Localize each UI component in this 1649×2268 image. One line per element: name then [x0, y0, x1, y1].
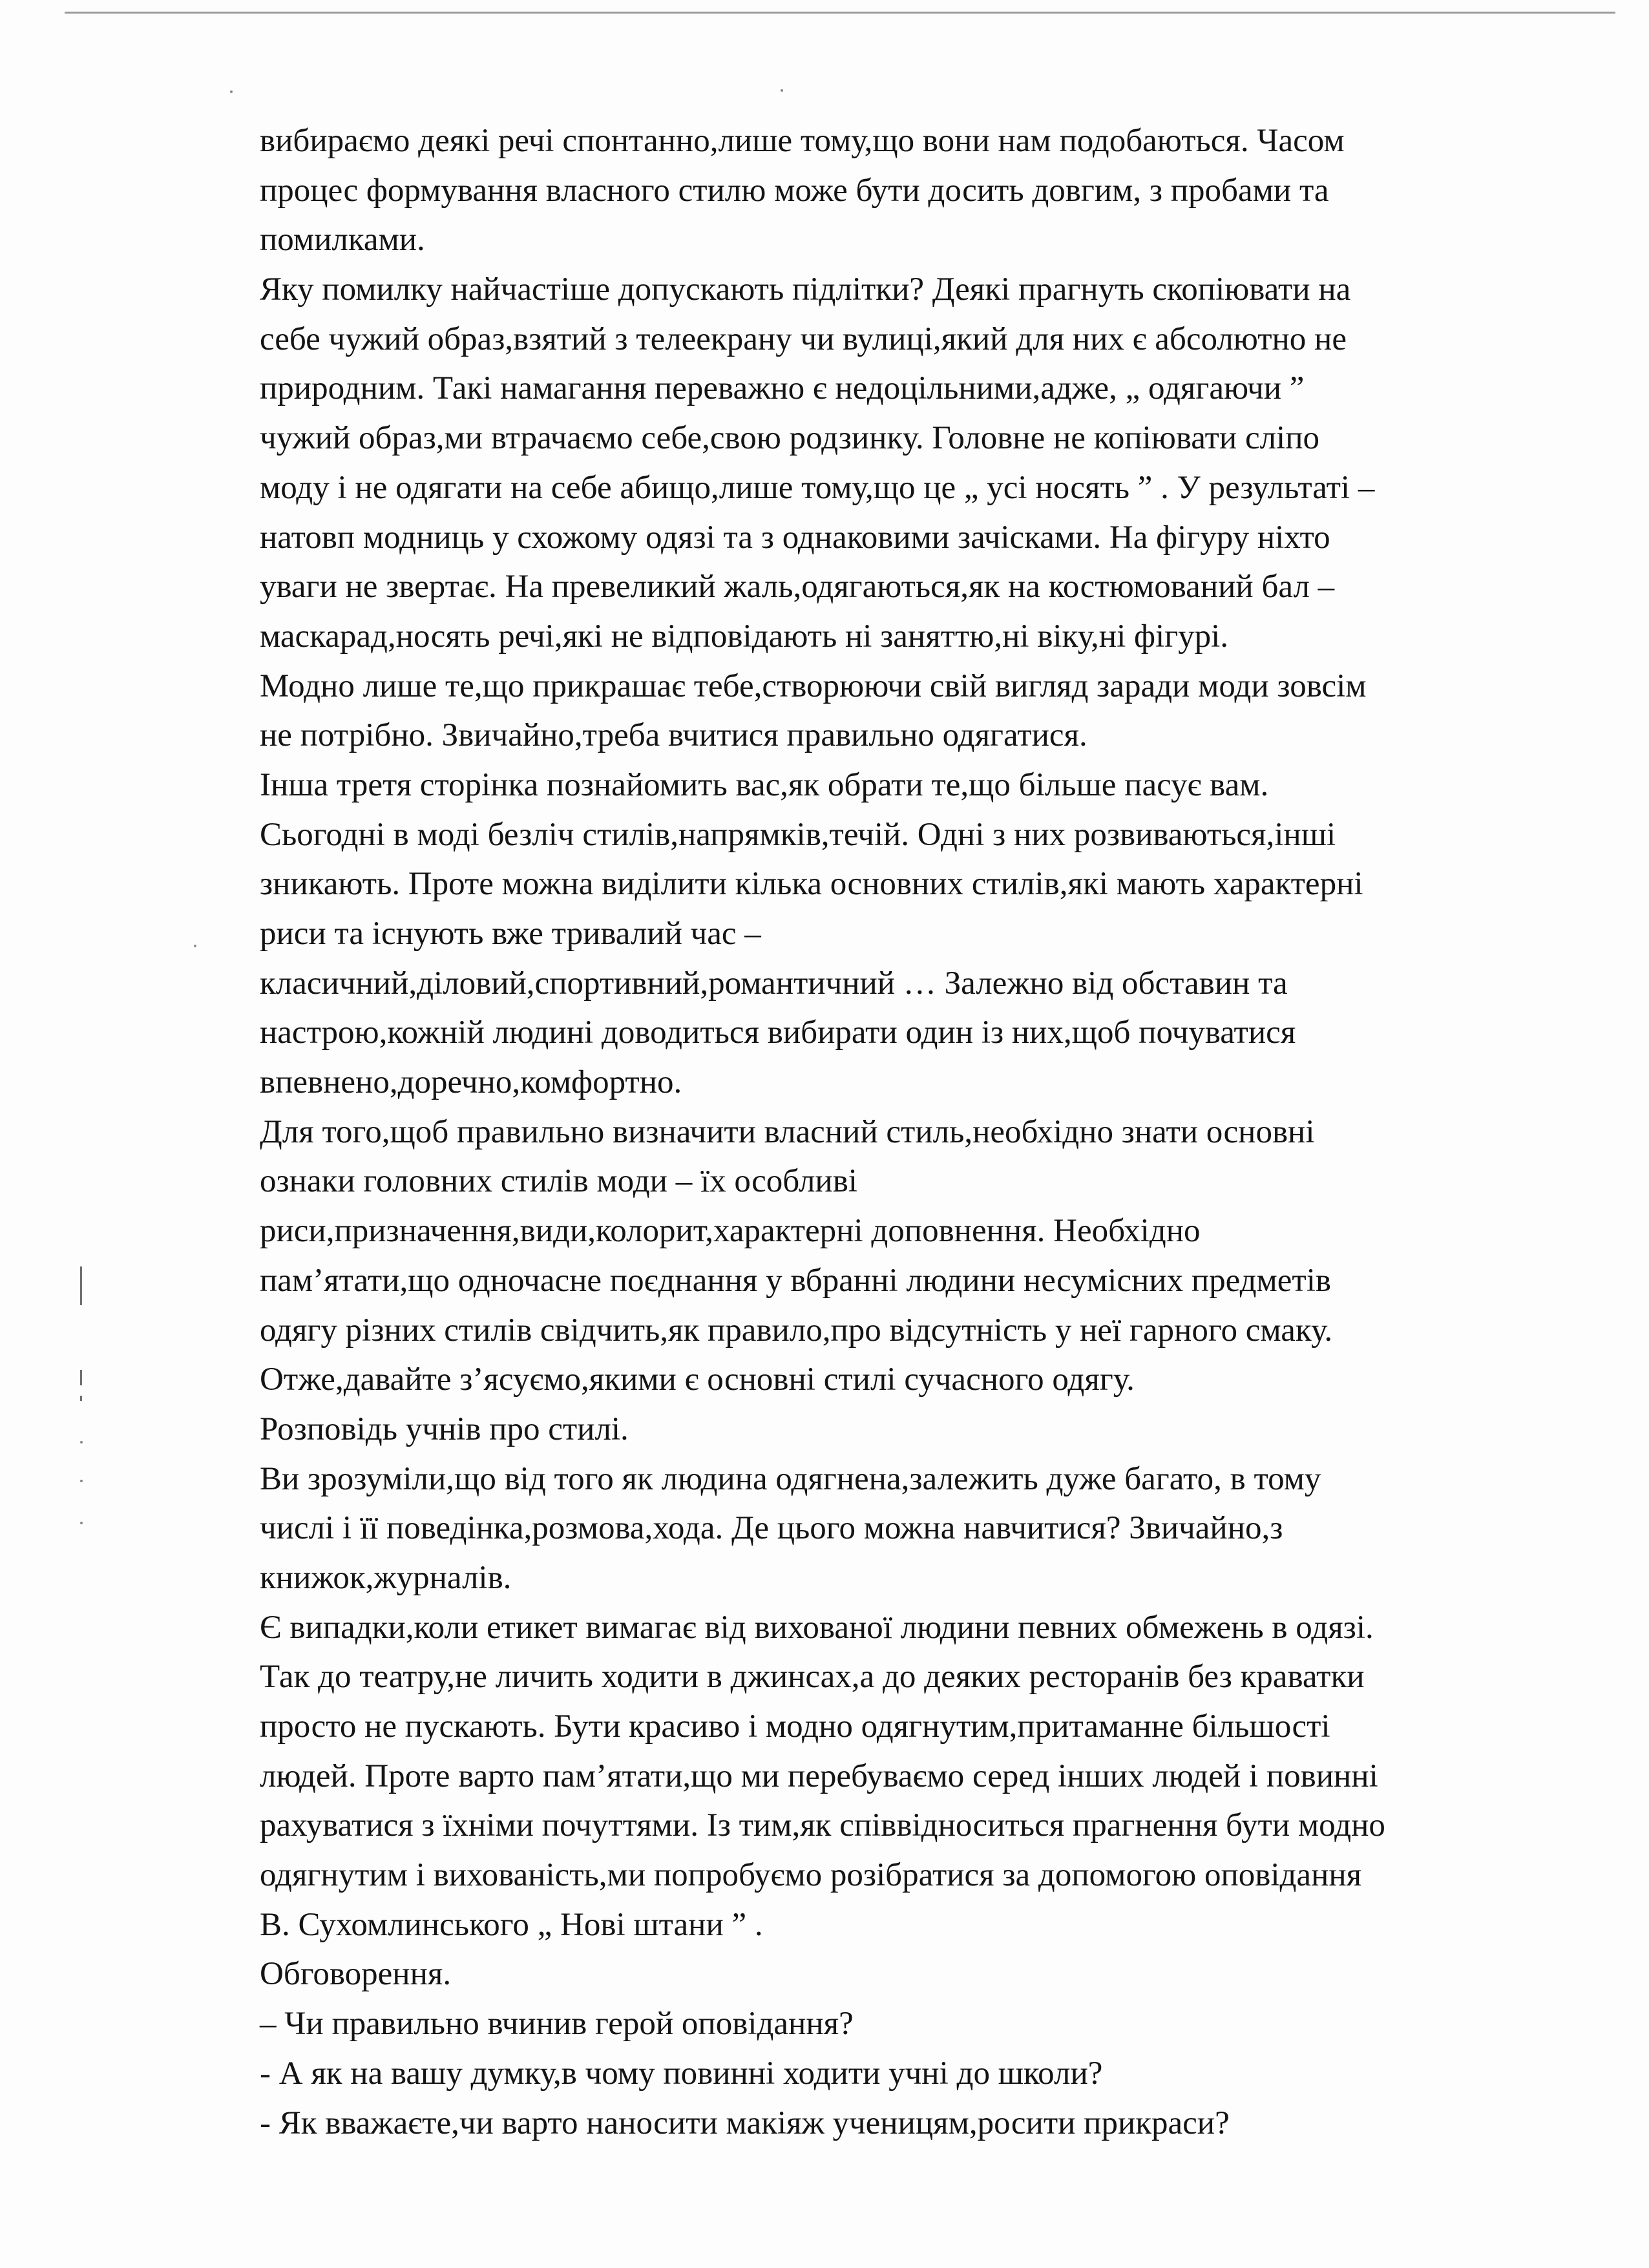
text-line: впевнено,доречно,комфортно.	[260, 1064, 682, 1101]
text-line: - А як на вашу думку,в чому повинні ходити учні до школи?	[260, 2055, 1103, 2092]
text-line: Отже,давайте з’ясуємо,якими є основні стилі сучасного одягу.	[260, 1361, 1135, 1398]
text-line: риси,призначення,види,колорит,характерні доповнення. Необхідно	[260, 1213, 1201, 1250]
text-line: пам’ятати,що одночасне поєднання у вбранні людини несумісних предметів	[260, 1262, 1331, 1299]
scan-speck	[781, 89, 783, 92]
text-line: книжок,журналів.	[260, 1559, 512, 1596]
text-line: просто не пускають. Бути красиво і модно одягнутим,притаманне більшості	[260, 1708, 1330, 1745]
margin-scan-marks	[76, 1266, 89, 1557]
text-line: одягнутим і вихованість,ми попробуємо розібратися за допомогою оповідання	[260, 1857, 1362, 1894]
text-line: рахуватися з їхніми почуттями. Із тим,як співвідноситься прагнення бути модно	[260, 1807, 1385, 1844]
margin-mark	[80, 1396, 82, 1401]
text-line: Є випадки,коли етикет вимагає від вихованої людини певних обмежень в одязі.	[260, 1609, 1374, 1646]
text-line: настрою,кожній людині доводиться вибирати один із них,щоб почуватися	[260, 1014, 1296, 1051]
text-line: Так до театру,не личить ходити в джинсах,а до деяких ресторанів без краватки	[260, 1659, 1365, 1696]
margin-mark	[80, 1522, 83, 1524]
text-line: моду і не одягати на себе абищо,лише тому,що це „ усі носять ” . У результаті –	[260, 469, 1375, 506]
scan-speck	[230, 90, 233, 93]
text-line: уваги не звертає. На превеликий жаль,одягаються,як на костюмований бал –	[260, 569, 1335, 605]
text-line: зникають. Проте можна виділити кілька основних стилів,які мають характерні	[260, 866, 1363, 903]
text-line: одягу різних стилів свідчить,як правило,про відсутність у неї гарного смаку.	[260, 1312, 1333, 1349]
text-line: людей. Проте варто пам’ятати,що ми перебуваємо серед інших людей і повинні	[260, 1758, 1378, 1794]
text-line: процес формування власного стилю може бути досить довгим, з пробами та	[260, 172, 1329, 209]
text-line: чужий образ,ми втрачаємо себе,свою родзинку. Головне не копіювати сліпо	[260, 420, 1319, 457]
text-line: маскарад,носять речі,які не відповідають ні заняттю,ні віку,ні фігурі.	[260, 618, 1229, 655]
text-line: В. Сухомлинського „ Нові штани ” .	[260, 1906, 763, 1943]
margin-mark	[80, 1370, 82, 1385]
margin-mark	[80, 1441, 83, 1444]
margin-mark	[80, 1266, 82, 1305]
margin-mark	[80, 1480, 83, 1482]
text-line: класичний,діловий,спортивний,романтичний … Залежно від обставин та	[260, 965, 1288, 1002]
text-line: риси та існують вже тривалий час –	[260, 916, 761, 952]
text-line: природним. Такі намагання переважно є недоцільними,адже, „ одягаючи ”	[260, 370, 1305, 407]
text-line: натовп модниць у схожому одязі та з однаковими зачісками. На фігуру ніхто	[260, 519, 1330, 556]
text-line: Для того,щоб правильно визначити власний стиль,необхідно знати основні	[260, 1113, 1315, 1150]
text-line: Розповідь учнів про стилі.	[260, 1411, 629, 1447]
text-line: не потрібно. Звичайно,треба вчитися правильно одягатися.	[260, 717, 1087, 754]
text-line: себе чужий образ,взятий з телеекрану чи вулиці,який для них є абсолютно не	[260, 320, 1347, 357]
text-line: Ви зрозуміли,що від того як людина одягнена,залежить дуже багато, в тому	[260, 1460, 1321, 1497]
scan-edge-line	[65, 12, 1615, 14]
text-line: – Чи правильно вчинив герой оповідання?	[260, 2006, 854, 2042]
text-line: - Як вважаєте,чи варто наносити макіяж ученицям,росити прикраси?	[260, 2105, 1230, 2141]
document-body	[260, 116, 1565, 2148]
text-line: Модно лише те,що прикрашає тебе,створюючи свій вигляд заради моди зовсім	[260, 667, 1367, 704]
text-line: вибираємо деякі речі спонтанно,лише тому,що вони нам подобаються. Часом	[260, 123, 1345, 159]
text-line: Яку помилку найчастіше допускають підлітки? Деякі прагнуть скопіювати на	[260, 271, 1351, 308]
text-line: Сьогодні в моді безліч стилів,напрямків,течій. Одні з них розвиваються,інші	[260, 816, 1336, 853]
text-line: Обговорення.	[260, 1956, 452, 1993]
text-line: помилками.	[260, 222, 425, 258]
text-line: Інша третя сторінка познайомить вас,як обрати те,що більше пасує вам.	[260, 766, 1269, 803]
text-line: ознаки головних стилів моди – їх особливі	[260, 1163, 857, 1200]
text-line: числі і її поведінка,розмова,хода. Де цього можна навчитися? Звичайно,з	[260, 1510, 1283, 1547]
scan-speck	[194, 945, 196, 947]
